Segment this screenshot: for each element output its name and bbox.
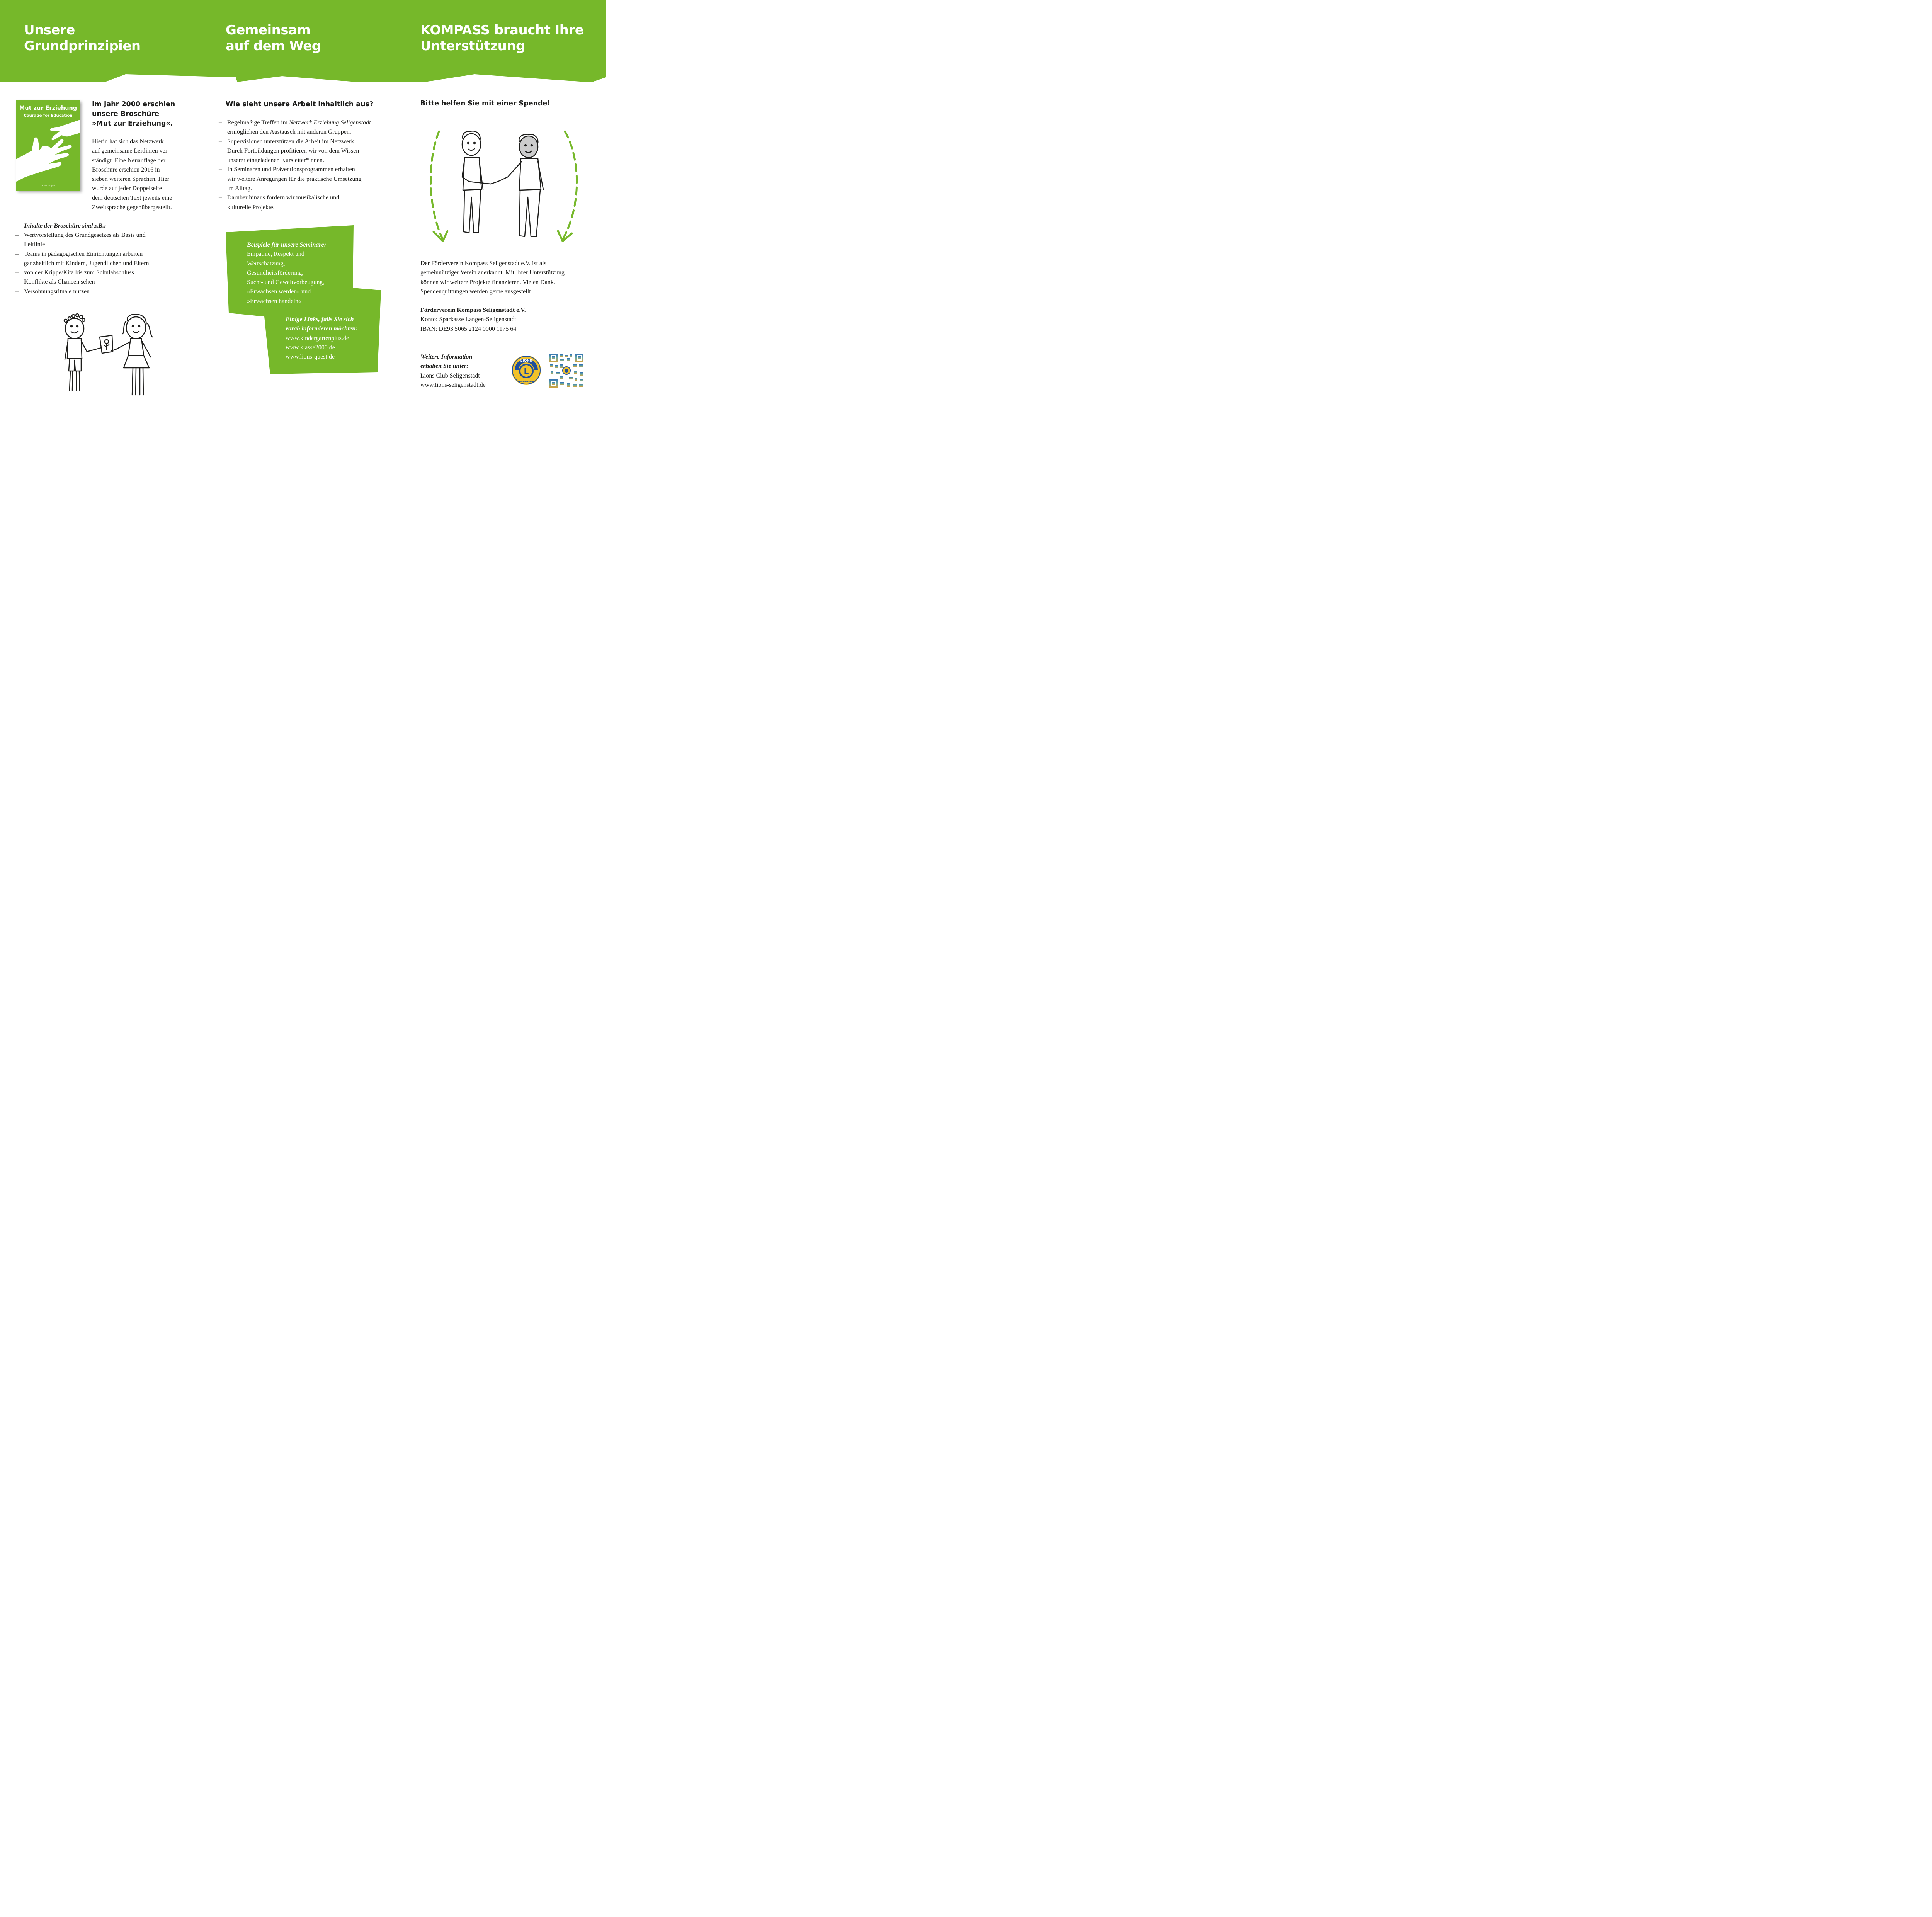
link-lions-quest[interactable]: www.lions-quest.de [286,354,335,361]
list-item: – von der Krippe/Kita bis zum Schulabschluss [15,268,178,277]
svg-text:LIONS: LIONS [520,359,532,363]
hands-illustration [16,100,80,191]
list-item: – Konflikte als Chancen sehen [15,277,178,287]
work-heading: Wie sieht unsere Arbeit inhaltlich aus? [226,100,374,108]
girl-figure [111,315,152,395]
list-item: – Darüber hinaus fördern wir musikalische und kulturelle Projekte. [219,193,389,212]
column3-title: KOMPASS braucht Ihre Unterstützung [420,22,584,54]
work-list [219,118,389,212]
brochure-contents-intro: Inhalte der Broschüre sind z.B.: [24,223,106,229]
svg-text:INTERNATIONAL: INTERNATIONAL [517,381,535,383]
seminars-text: Beispiele für unsere Seminare: Empathie, Respekt und Wertschätzung, Gesundheitsförderung, Sucht- und Gewaltvorbeugung, »Erwachsen werden« und »Erwachsen handeln« [247,240,326,306]
bank-details [420,306,526,334]
association-name: Förderverein Kompass Seligenstadt e.V. [420,307,526,313]
donation-heading: Bitte helfen Sie mit einer Spende! [420,100,551,107]
association-description: Der Förderverein Kompass Seligenstadt e.V. ist als gemeinnütziger Verein anerkannt. Mit Ihrer Unterstützung können wir weitere Projekte finanzieren. Vielen Dank. Spendenquittungen werden gerne ausgestellt. [420,260,565,295]
list-item: – In Seminaren und Präventionsprogrammen erhalten wir weitere Anregungen für die praktische Umsetzung im Alltag. [219,165,389,193]
links-text: Einige Links, falls Sie sich vorab informieren möchten: www.kindergartenplus.de www.klasse2000.de www.lions-quest.de [286,315,358,362]
list-item: – Wertvorstellung des Grundgesetzes als Basis und Leitlinie [15,231,178,250]
club-name: Lions Club Seligenstadt [420,372,480,379]
links-heading: Einige Links, falls Sie sich [286,316,354,323]
link-kindergartenplus[interactable]: www.kindergartenplus.de [286,335,349,342]
iban: IBAN: DE93 5065 2124 0000 1175 64 [420,325,517,332]
column2-title: Gemeinsam auf dem Weg [226,22,321,54]
list-item: – Teams in pädagogischen Einrichtungen arbeiten ganzheitlich mit Kindern, Jugendlichen und Eltern [15,250,178,269]
brochure-contents-list [15,231,178,296]
lions-logo [511,355,542,386]
brochure-cover [16,100,80,191]
flower-card [100,335,113,353]
contact-info: Weitere Information erhalten Sie unter: Lions Club Seligenstadt www.lions-seligenstadt.de [420,352,486,390]
handshake-illustration [429,128,587,245]
right-dashed-arrow [563,131,577,240]
club-website-link[interactable]: www.lions-seligenstadt.de [420,381,486,388]
list-item: – Regelmäßige Treffen im Netzwerk Erziehung Seligenstadt ermöglichen den Austausch mit anderen Gruppen. [219,118,389,137]
column1-title: Unsere Grundprinzipien [24,22,141,54]
left-dashed-arrow [431,131,443,240]
list-item: – Supervisionen unterstützen die Arbeit im Netzwerk. [219,137,389,146]
brochure-cover-title: Mut zur Erziehung [19,105,77,111]
brochure-description: Hierin hat sich das Netzwerk auf gemeinsame Leitlinien ver- ständigt. Eine Neuauflage der Broschüre erschien 2016 in sieben weiteren Sprachen. Hier wurde auf jeder Doppelseite dem deutschen Text jeweils eine Zweitsprache gegenübergestellt. [92,138,172,211]
brochure-cover-languages: Deutsch – Englisch [41,185,56,187]
brochure-cover-subtitle: Courage for Education [24,114,73,118]
bank-account: Konto: Sparkasse Langen-Seligenstadt [420,316,516,323]
link-klasse2000[interactable]: www.klasse2000.de [286,344,335,351]
boy-figure [64,314,101,390]
list-item: – Versöhnungsrituale nutzen [15,287,178,296]
list-item: – Durch Fortbildungen profitieren wir von dem Wissen unserer eingeladenen Kursleiter*innen. [219,146,389,165]
svg-text:L: L [524,367,529,376]
seminars-heading: Beispiele für unsere Seminare: [247,242,326,248]
qr-code[interactable] [549,354,583,388]
brochure-heading: Im Jahr 2000 erschien unsere Broschüre »Mut zur Erziehung«. [92,100,175,128]
children-illustration [54,309,170,402]
